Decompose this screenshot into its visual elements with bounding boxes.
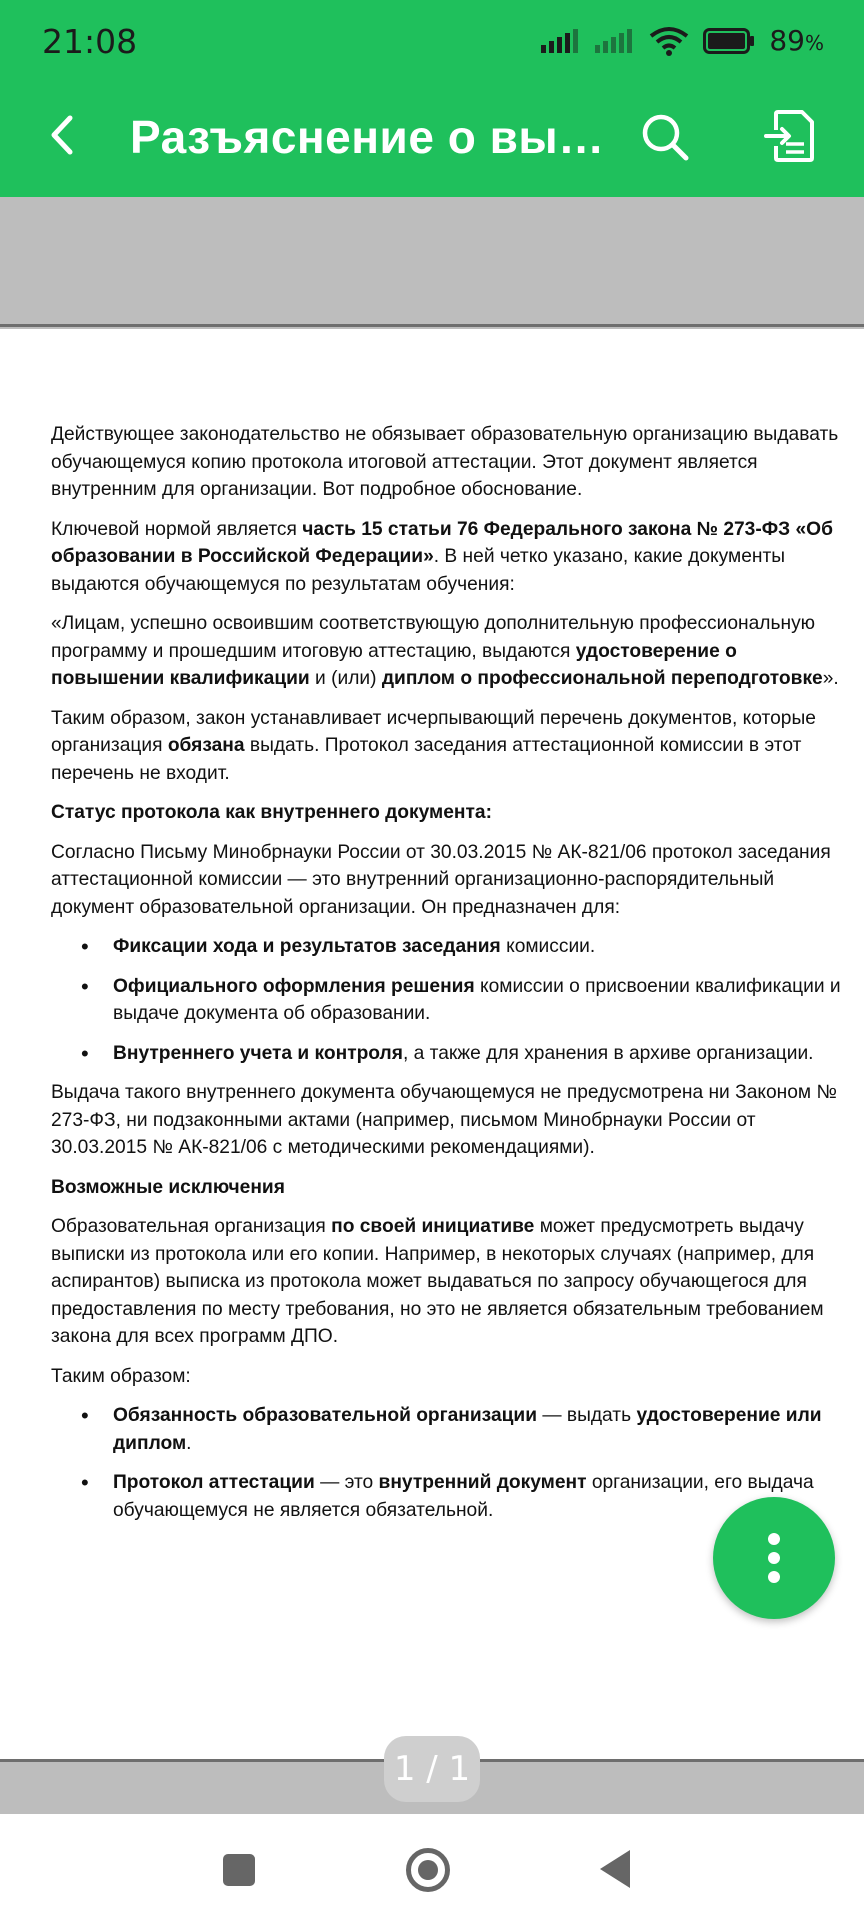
text-run: и (или) xyxy=(309,668,382,689)
bold-text: Внутреннего учета и контроля xyxy=(113,1042,403,1064)
text-run: Выдача такого внутреннего документа обучающемуся не предусмотрена ни Законом № 273-ФЗ, ни подзаконными актами (например, письмом Минобрнауки России от 30.03.2015 № АК-821/06 с методическими рекомендациями). xyxy=(51,1082,838,1158)
paragraph xyxy=(51,839,851,922)
text-run: выдать. Протокол заседания аттестационной комиссии в этот перечень не входит. xyxy=(51,735,802,784)
wifi-icon xyxy=(649,26,689,56)
bold-text: Обязанность образовательной организации xyxy=(113,1405,538,1426)
text-run: , а также для хранения в архиве организации. xyxy=(402,1042,814,1064)
bold-text: по своей инициативе xyxy=(331,1216,535,1237)
text-run: Образовательная организация xyxy=(51,1216,332,1237)
export-text-button[interactable] xyxy=(764,108,816,164)
bullet-list xyxy=(51,933,851,1067)
battery-percentage: 89% xyxy=(769,24,824,57)
export-text-icon xyxy=(764,108,816,164)
text-run: «Лицам, успешно освоившим соответствующую дополнительную профессиональную программу и прошедшим итоговую аттестацию, выдаются xyxy=(51,613,816,662)
paragraph xyxy=(51,799,851,827)
text-run: Ключевой нормой является xyxy=(51,518,303,540)
signal-icon xyxy=(541,29,581,53)
document-content xyxy=(51,421,851,1536)
home-button[interactable] xyxy=(406,1848,450,1892)
page-gap-top xyxy=(0,197,864,327)
more-options-button[interactable] xyxy=(713,1497,835,1619)
bold-text: часть 15 статьи 76 Федерального закона № 273-ФЗ «Об образовании в Российской Федерации» xyxy=(51,518,833,567)
text-run: Таким образом, закон устанавливает исчерпывающий перечень документов, которые организация xyxy=(51,707,816,756)
system-back-button[interactable] xyxy=(600,1850,630,1888)
text-run: . xyxy=(186,1432,192,1454)
recents-button[interactable] xyxy=(223,1854,255,1886)
text-run: комиссии. xyxy=(500,936,596,957)
battery-icon xyxy=(703,28,755,54)
bold-text: обязана xyxy=(167,735,245,756)
paragraph xyxy=(51,705,851,788)
paragraph xyxy=(51,1174,851,1202)
text-run: . В ней четко указано, какие документы выдаются обучающемуся по результатам обучения: xyxy=(51,546,786,595)
paragraph xyxy=(51,1079,851,1162)
bold-text: удостоверение о повышении квалификации xyxy=(51,640,737,689)
text-run: может предусмотреть выдачу выписки из протокола или его копии. Например, в некоторых случаях (например, для аспирантов) выписка из протокола может выдаваться по запросу обучающегося для предоставления по месту требования, но это не является обязательным требованием закона для всех программ ДПО. xyxy=(51,1216,824,1347)
arrow-back-icon xyxy=(42,110,86,160)
bullet-list xyxy=(51,1402,851,1524)
bold-text: Фиксации хода и результатов заседания xyxy=(113,936,501,957)
list-item xyxy=(51,973,851,1028)
list-item xyxy=(51,1040,851,1068)
paragraph xyxy=(51,610,851,693)
text-run: ». xyxy=(822,668,839,689)
status-time: 21:08 xyxy=(42,22,138,61)
list-item xyxy=(51,933,851,961)
bold-text: Протокол аттестации xyxy=(113,1472,315,1493)
paragraph xyxy=(51,1363,851,1391)
paragraph xyxy=(51,516,851,599)
paragraph xyxy=(51,1213,851,1351)
bold-text: внутренний документ xyxy=(378,1472,587,1493)
text-run: комиссии о присвоении квалификации и выдаче документа об образовании. xyxy=(113,975,841,1024)
paragraph xyxy=(51,421,851,504)
text-run: Таким образом: xyxy=(51,1365,191,1387)
back-button[interactable] xyxy=(42,110,86,160)
bold-text: удостоверение или диплом xyxy=(113,1405,822,1454)
text-run: — выдать xyxy=(537,1405,637,1426)
app-bar xyxy=(0,0,864,197)
status-icons xyxy=(541,24,824,57)
text-run: организации, его выдача обучающемуся не является обязательной. xyxy=(113,1472,814,1521)
bold-text: Статус протокола как внутреннего документа: xyxy=(51,802,492,823)
page-indicator: 1 / 1 xyxy=(384,1736,480,1802)
text-run: — это xyxy=(314,1472,379,1493)
document-title: Разъяснение о вы… xyxy=(130,111,605,163)
search-icon xyxy=(640,112,690,162)
list-item xyxy=(51,1402,851,1457)
bold-text: Возможные исключения xyxy=(51,1176,285,1198)
text-run: Действующее законодательство не обязывает образовательную организацию выдавать обучающемуся копию протокола итоговой аттестации. Этот документ является внутренним для организации. Вот подробное обоснование. xyxy=(51,424,839,500)
bold-text: диплом о профессиональной переподготовке xyxy=(381,668,823,689)
bold-text: Официального оформления решения xyxy=(113,975,475,997)
search-button[interactable] xyxy=(640,112,690,162)
system-navigation-bar xyxy=(0,1814,864,1920)
signal-icon-2 xyxy=(595,29,635,53)
text-run: Согласно Письму Минобрнауки России от 30.03.2015 № АК-821/06 протокол заседания аттестационной комиссии — это внутренний организационно-распорядительный документ образовательной организации. Он предназначен для: xyxy=(51,841,831,918)
